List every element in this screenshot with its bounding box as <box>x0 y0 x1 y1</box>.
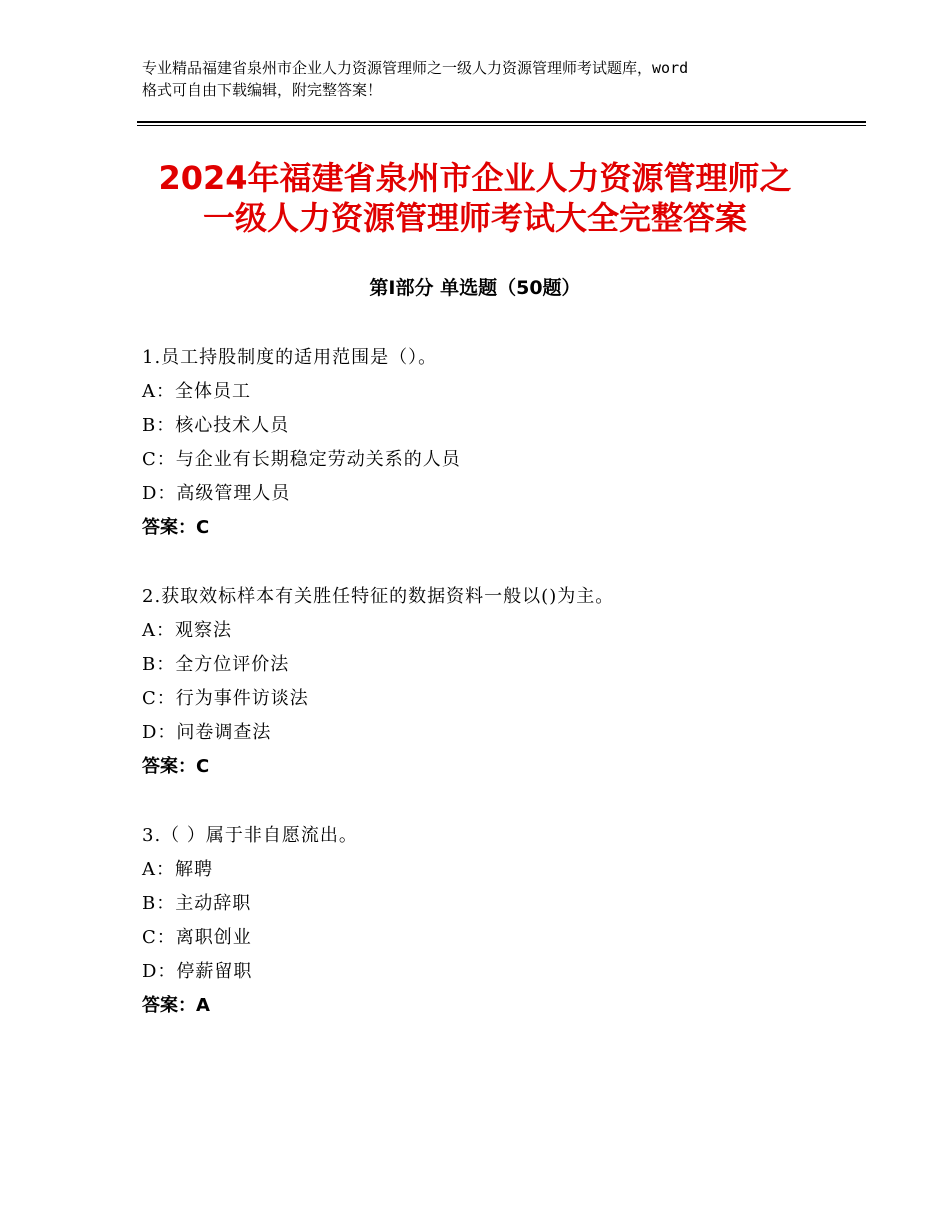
question-stem: 1.员工持股制度的适用范围是（）。 <box>142 347 438 368</box>
question-3 <box>142 819 862 1023</box>
header-note-line-1: 专业精品福建省泉州市企业人力资源管理师之一级人力资源管理师考试题库，word <box>142 59 689 77</box>
question-1 <box>142 341 862 545</box>
option-b: B：核心技术人员 <box>142 415 290 436</box>
section-title: 第Ⅰ部分 单选题（50题） <box>369 277 581 299</box>
document-title <box>60 158 890 238</box>
option-b: B：主动辞职 <box>142 893 252 914</box>
option-d: D：高级管理人员 <box>142 483 291 504</box>
option-c: C：行为事件访谈法 <box>142 688 309 709</box>
document-title-line-2: 一级人力资源管理师考试大全完整答案 <box>202 199 747 237</box>
question-2 <box>142 580 862 784</box>
answer: 答案：A <box>142 995 210 1016</box>
header-note <box>142 57 842 101</box>
header-note-line-2: 格式可自由下载编辑，附完整答案！ <box>142 81 383 99</box>
document-title-line-1: 2024年福建省泉州市企业人力资源管理师之 <box>158 159 792 197</box>
answer: 答案：C <box>142 517 210 538</box>
option-d: D：问卷调查法 <box>142 722 272 743</box>
answer: 答案：C <box>142 756 210 777</box>
option-a: A：全体员工 <box>142 381 251 402</box>
option-a: A：解聘 <box>142 859 213 880</box>
option-a: A：观察法 <box>142 620 232 641</box>
option-d: D：停薪留职 <box>142 961 253 982</box>
option-b: B：全方位评价法 <box>142 654 290 675</box>
question-stem: 3.（ ）属于非自愿流出。 <box>142 825 358 846</box>
header-rule-thin <box>137 125 866 126</box>
question-stem: 2.获取效标样本有关胜任特征的数据资料一般以()为主。 <box>142 586 615 607</box>
option-c: C：与企业有长期稳定劳动关系的人员 <box>142 449 461 470</box>
header-rule-thick <box>137 121 866 123</box>
option-c: C：离职创业 <box>142 927 252 948</box>
